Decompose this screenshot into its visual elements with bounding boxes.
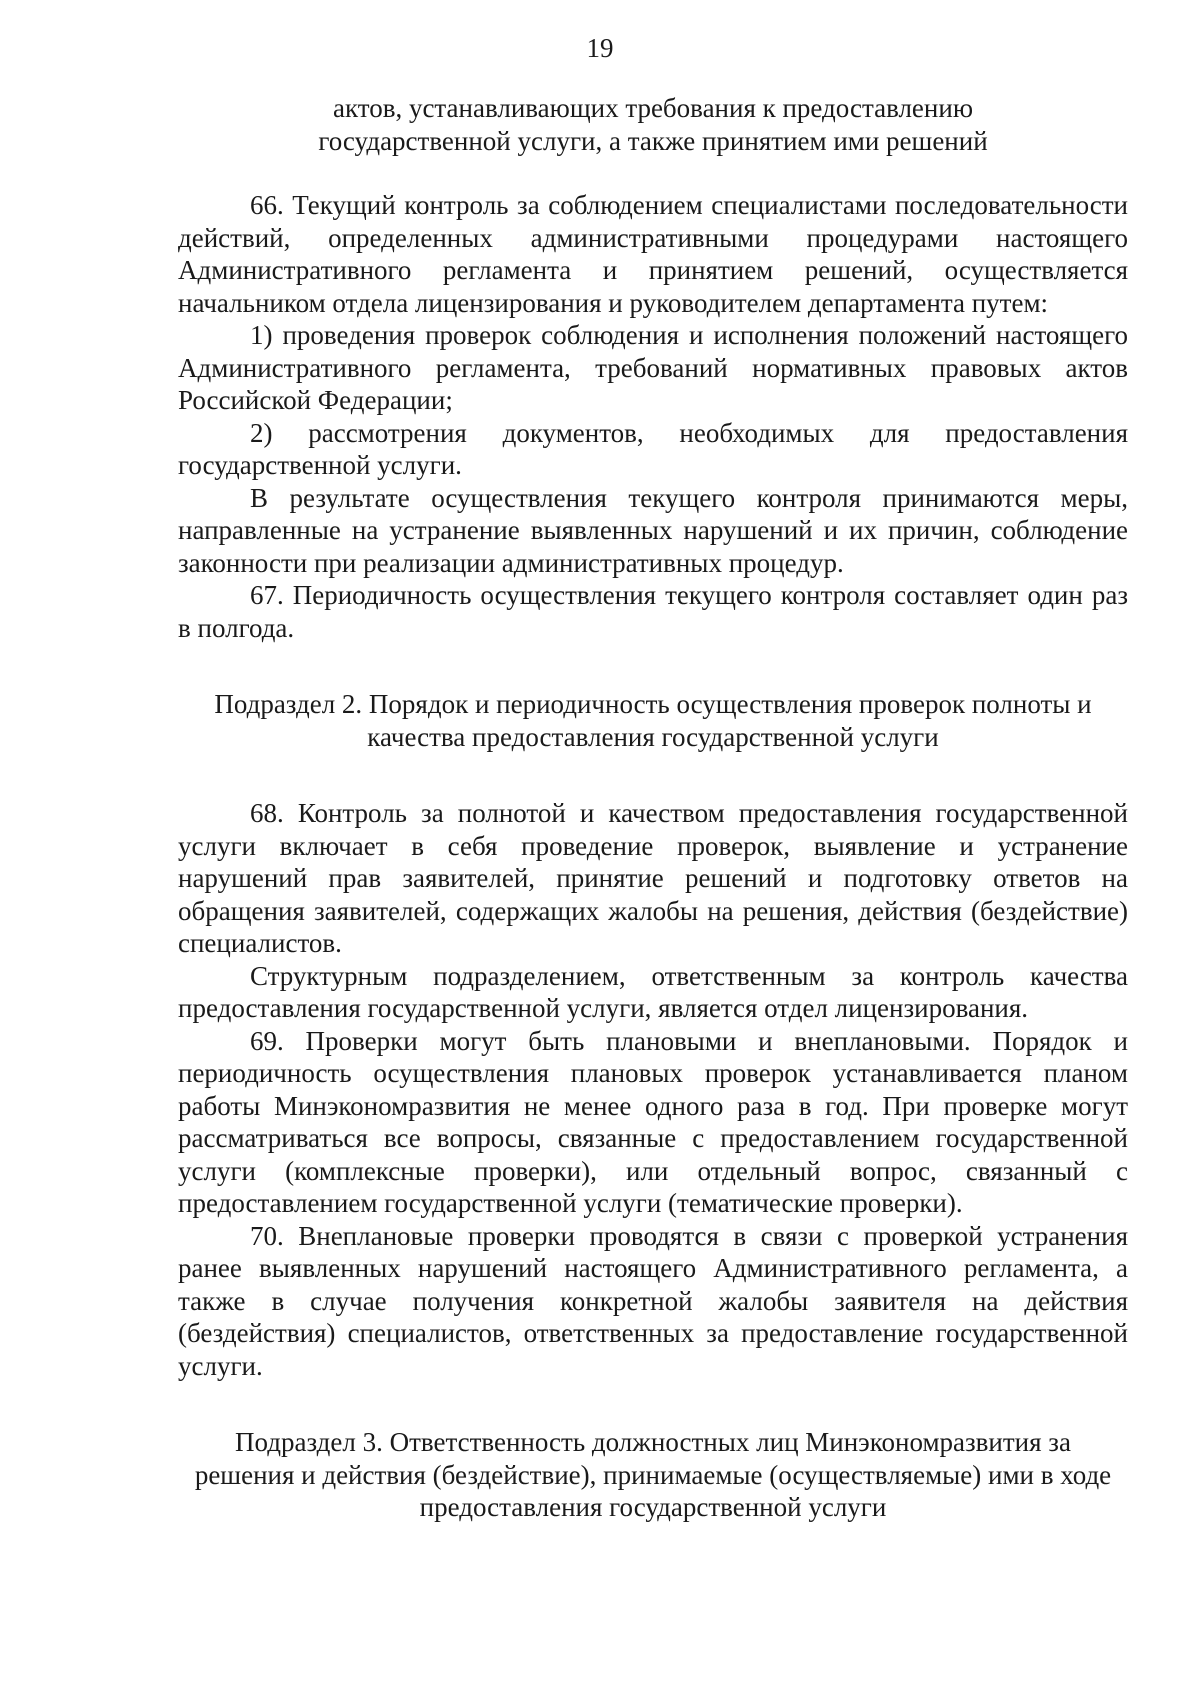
page-number: 19 — [586, 33, 614, 63]
page-body — [178, 92, 1128, 1524]
paragraph-70: 70. Внеплановые проверки проводятся в связи с проверкой устранения ранее выявленных нарушений настоящего Административного регламента, а также в случае получения конкретной жалобы заявителя на действия (бездействия) специалистов, ответственных за предоставление государственной услуги. — [178, 1220, 1128, 1381]
spacer — [178, 644, 1128, 688]
paragraph-68: 68. Контроль за полнотой и качеством предоставления государственной услуги включает в себя проведение проверок, выявление и устранение нарушений прав заявителей, принятие решений и подготовку ответов на обращения заявителей, содержащих жалобы на решения, действия (бездействие) специалистов. — [178, 798, 1128, 958]
intro-heading: актов, устанавливающих требования к предоставлению государственной услуги, а также принятием ими решений — [318, 93, 988, 156]
paragraph-67: 67. Периодичность осуществления текущего контроля составляет один раз в полгода. — [178, 580, 1128, 643]
paragraph-69: 69. Проверки могут быть плановыми и внеплановыми. Порядок и периодичность осуществления плановых проверок устанавливается планом работы Минэкономразвития не менее одного раза в год. При проверке могут рассматриваться все вопросы, связанные с предоставлением государственной услуги (комплексные проверки), или отдельный вопрос, связанный с предоставлением государственной услуги (тематические проверки). — [178, 1025, 1128, 1218]
paragraph-66: 66. Текущий контроль за соблюдением специалистами последовательности действий, определенных административными процедурами настоящего Административного регламента и принятием решений, осуществляется начальником отдела лицензирования и руководителем департамента путем: — [178, 190, 1128, 318]
list-item-1: 1) проведения проверок соблюдения и исполнения положений настоящего Административного регламента, требований нормативных правовых актов Российской Федерации; — [178, 320, 1128, 415]
list-item-2: 2) рассмотрения документов, необходимых для предоставления государственной услуги. — [178, 417, 1128, 480]
spacer — [178, 1382, 1128, 1426]
subsection-3-heading: Подраздел 3. Ответственность должностных лиц Минэкономразвития за решения и действия (бездействие), принимаемые (осуществляемые) ими в ходе предоставления государственной услуги — [194, 1427, 1112, 1522]
spacer — [178, 157, 1128, 189]
subsection-2-heading: Подраздел 2. Порядок и периодичность осуществления проверок полноты и качества предоставления государственной услуги — [214, 689, 1092, 752]
paragraph-result: В результате осуществления текущего контроля принимаются меры, направленные на устранение выявленных нарушений и их причин, соблюдение законности при реализации административных процедур. — [178, 482, 1128, 578]
paragraph-structural-unit: Структурным подразделением, ответственным за контроль качества предоставления государственной услуги, является отдел лицензирования. — [178, 960, 1128, 1023]
spacer — [178, 753, 1128, 797]
